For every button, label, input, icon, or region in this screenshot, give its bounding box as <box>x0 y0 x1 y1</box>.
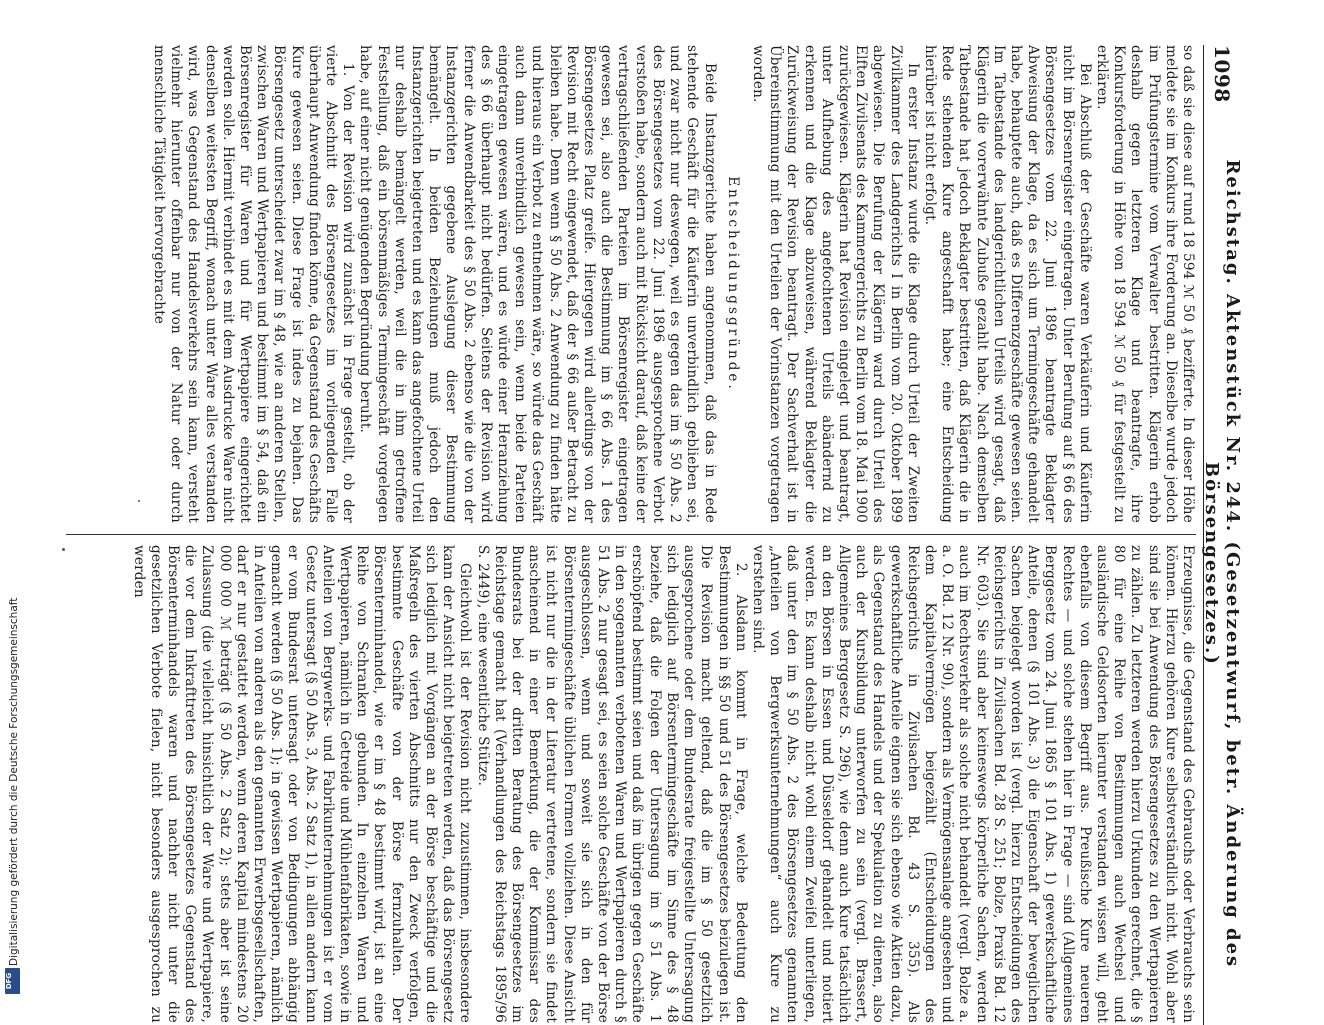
digitization-credit <box>8 597 22 991</box>
paragraph: Erzeugnisse, die Gegenstand des Gebrauchs oder Verbrauchs sein können. Hierzu gehören Kure selbstverständlich nicht. Wohl aber sind sie bei Anwendung des Börsengesetzes zu den Wertpapieren zu zählen. Zu letzteren werden hierzu Urkunden gerechnet, die § 80 für eine Reihe von Bestimmungen auch Wechsel und ausländische Geldsorten hierunter verstanden wissen will, geht ebenfalls von diesem Begriff aus. Preußische Kure neueren Rechtes — und solche stehen hier in Frage — sind (Allgemeines Berggesetz vom 24. Juni 1865 § 101 Abs. 1) gewerkschaftliche Anteile, denen (§ 101 Abs. 3) die Eigenschaft der beweglichen Sachen beigelegt worden ist (vergl. hierzu Entscheidungen des Reichsgerichts in Zivilsachen Bd. 28 S. 251; Bolze, Praxis Bd. 12 Nr. 603). Sie sind aber keineswegs körperliche Sachen, werden auch im Rechtsverkehr als solche nicht behandelt (vergl. Bolze a. a. O. Bd. 12 Nr. 90), sondern als Vermögensanlage angesehen und dem Kapitalvermögen beigezählt (Entscheidungen des Reichsgerichts in Zivilsachen Bd. 43 S. 355). Als gewerkschaftliche Anteile eignen sie sich ebenso wie Aktien dazu, als Gegenstand des Handels und der Spekulation zu dienen, also auch der Kursbildung unterworfen zu sein (vergl. Brassert, Allgemeines Berggesetz S. 296), wie denn auch Kure tatsächlich an den Börsen in Essen und Düsseldorf gehandelt und notiert werden. Es kann deshalb nicht wohl einem Zweifel unterliegen, daß unter den im § 50 Abs. 2 des Börsengesetzes genannten „Anteilen von Bergwerksunternehmungen“ auch Kure zu verstehen sind. <box>749 545 1196 1023</box>
paragraph: In erster Instanz wurde die Klage durch Urteil der Zweiten Zivilkammer des Landgerichts I in Berlin vom 20. Oktober 1899 abgewiesen. Die Berufung der Klägerin ward durch Urteil des Elften Zivilsenats des Kammergerichts zu Berlin vom 18. Mai 1900 zurückgewiesen. Klägerin hat Revision eingelegt und beantragt, unter Aufhebung des angefochtenen Urteils abändernd zu erkennen und die Klage abzuweisen, während Beklagter die Zurückweisung der Revision beantragt. Der Sachverhalt ist in Übereinstimmung mit den Urteilen der Vorinstanzen vorgetragen worden. <box>749 45 921 523</box>
running-title: Reichstag. Aktenstück Nr. 244. (Gesetzentwurf, betr. Änderung des Börsengesetzes.) <box>1201 159 1243 969</box>
paragraph: 2. Alsdann kommt in Frage, welche Bedeutung den Bestimmungen in §§ 50 und 51 des Börsengesetzes beizulegen ist. Die Revision macht geltend, daß die im § 50 gesetzlich ausgesprochene oder dem Bundesrate freigestellte Untersagung sich lediglich auf Börsentermingeschäfte im Sinne des § 48 beziehe, daß die Folgen der Untersagung im § 51 Abs. 1 erschöpfend bestimmt seien und daß im übrigen gegen Geschäfte in den sogenannten verbotenen Waren und Wertpapieren durch § 51 Abs. 2 nur gesagt sei, es seien solche Geschäfte von der Börse ausgeschlossen, wenn und soweit sie sich in den für Börsentermingeschäfte üblichen Formen vollziehen. Diese Ansicht ist nicht nur die in der Literatur vertretene, sondern sie findet anscheinend in einer Bemerkung, die der Kommissar des Bundesrats bei der dritten Beratung des Börsengesetzes im Reichstage gemacht hat (Verhandlungen des Reichstags 1895/96 S. 2449), eine wesentliche Stütze. <box>474 545 749 1023</box>
section-heading: Entscheidungsgründe. <box>724 176 741 392</box>
scan-speck <box>138 500 140 502</box>
dfg-logo <box>5 968 20 994</box>
paragraph: 1. Von der Revision wird zunächst in Frage gestellt, ob der vierte Abschnitt des Börsengesetzes im vorliegenden Falle überhaupt Anwendung finden könne, da Gegenstand des Geschäfts Kure gewesen seien. Diese Frage ist indes zu bejahen. Das Börsengesetz unterscheidet zwar im § 48, wie an anderen Stellen, zwischen Waren und Wertpapieren und bestimmt im § 54, daß ein Börsenregister für Waren und für Wertpapiere eingerichtet werden solle. Hiermit verbindet es mit dem Ausdrucke Ware nicht denselben weitesten Begriff, wonach unter Ware alles verstanden wird, was Gegenstand des Handelsverkehrs sein kann, versteht vielmehr hierunter offenbar nur von der Natur oder durch menschliche Tätigkeit hervorgebrachte <box>151 45 357 523</box>
dfg-logo-text: DFG <box>5 972 14 990</box>
page-number: 1098 <box>1210 45 1234 103</box>
text-column-left <box>66 45 1196 523</box>
credit-text: Digitalisierung gefördert durch die Deutsche Forschungsgemeinschaft <box>8 597 20 966</box>
paragraph: Beide Instanzgerichte haben angenommen, daß das in Rede stehende Geschäft für die Käuferin unverbindlich geblieben sei, und zwar nicht nur deswegen, weil es gegen das im § 50 Abs. 2 des Börsengesetzes vom 22. Juni 1896 ausgesprochene Verbot verstoßen habe, sondern auch mit Rücksicht darauf, daß keine der vertragschließenden Parteien im Börsenregister eingetragen gewesen sei, also auch die Bestimmung im § 66 Abs. 1 des Börsengesetzes Platz greife. Hiergegen wird allerdings von der Revision mit Recht eingewendet, daß der § 66 außer Betracht zu bleiben habe. Denn wenn § 50 Abs. 2 Anwendung zu finden hätte und hieraus ein Verbot zu entnehmen wäre, so würde das Geschäft auch dann unverbindlich gewesen sein, wenn beide Parteien eingetragen gewesen wären, und es würde einer Heranziehung des § 66 überhaupt nicht bedürfen. Seitens der Revision wird ferner die Anwendbarkeit des § 50 Abs. 2 ebenso wie die von der Instanzgerichten gegebene Auslegung dieser Bestimmung bemängelt. In beiden Beziehungen muß jedoch den Instanzgerichten beigetreten und es kann das angefochtene Urteil nur deshalb bemängelt werden, weil die in ihm getroffene Feststellung, daß ein börsenmäßiges Termingeschäft vorgelegen habe, auf einer nicht genügenden Begründung beruht. <box>357 45 718 523</box>
scanned-page <box>60 45 1243 1025</box>
paragraph: Gleichwohl ist der Revision nicht zuzustimmen, insbesondere kann der Ansicht nicht beigetreten werden, daß das Börsengesetz sich lediglich mit Vorgängen an der Börse beschäftige und die Maßregeln des vierten Abschnitts nur den Zweck verfolgen, bestimmte Geschäfte von der Börse fernzuhalten. Der Börsenterminhandel, wie er im § 48 bestimmt wird, ist an eine Reihe von Schranken gebunden. In einzelnen Waren und Wertpapieren, nämlich in Getreide und Mühlenfabrikaten, sowie in Anteilen von Bergwerks- und Fabrikunternehmungen ist er vom Gesetz untersagt (§ 50 Abs. 3, Abs. 2 Satz 1), in allen andern kann er vom Bundesrat untersagt oder von Bedingungen abhängig gemacht werden (§ 50 Abs. 1); in gewissen Wertpapieren, nämlich in Anteilen von anderen als den genannten Erwerbsgesellschaften, darf er nur gestattet werden, wenn deren Kapital mindestens 20 000 000 ℳ beträgt (§ 50 Abs. 2 Satz 2); stets aber ist seine Zulassung (die vielleicht hinsichtlich der Ware und Wertpapiere, die vor dem Inkrafttreten des Börsengesetzes Gegenstand des Börsenterminhandels waren und nachher nicht unter die gesetzlichen Verbote fielen, nicht besonders ausgesprochen zu werden <box>130 545 474 1023</box>
page-header <box>1201 45 1243 1025</box>
column-divider <box>66 534 1196 535</box>
text-column-right <box>66 545 1196 1023</box>
paragraph: Bei Abschluß der Geschäfte waren Verkäuferin und Käuferin nicht im Börsenregister eingetragen. Unter Berufung auf § 66 des Börsengesetzes vom 22. Juni 1896 beantragte Beklagter Abweisung der Klage, da es sich um Termingeschäfte gehandelt habe, behauptete auch, daß es Differenzgeschäfte gewesen seien. Im Tatbestande des landgerichtlichen Urteils wird gesagt, daß Klägerin die vorerwähnte Zubuße gezahlt habe. Nach demselben Tatbestande hat jedoch Beklagter bestritten, daß Klägerin die in Rede stehenden Kure angeschafft habe; eine Entscheidung hierüber ist nicht erfolgt. <box>921 45 1093 523</box>
paragraph: so daß sie diese auf rund 18 594 ℳ 50 ₰ bezifferte. In dieser Höhe meldete sie im Konkurs ihre Forderung an. Dieselbe wurde jedoch im Prüfungstermine vom Verwalter bestritten. Klägerin erhob deshalb gegen letzteren Klage und beantragte, ihre Konkursforderung in Höhe von 18 594 ℳ 50 ₰ für festgestellt zu erklären. <box>1093 45 1196 523</box>
scan-speck <box>62 548 65 551</box>
